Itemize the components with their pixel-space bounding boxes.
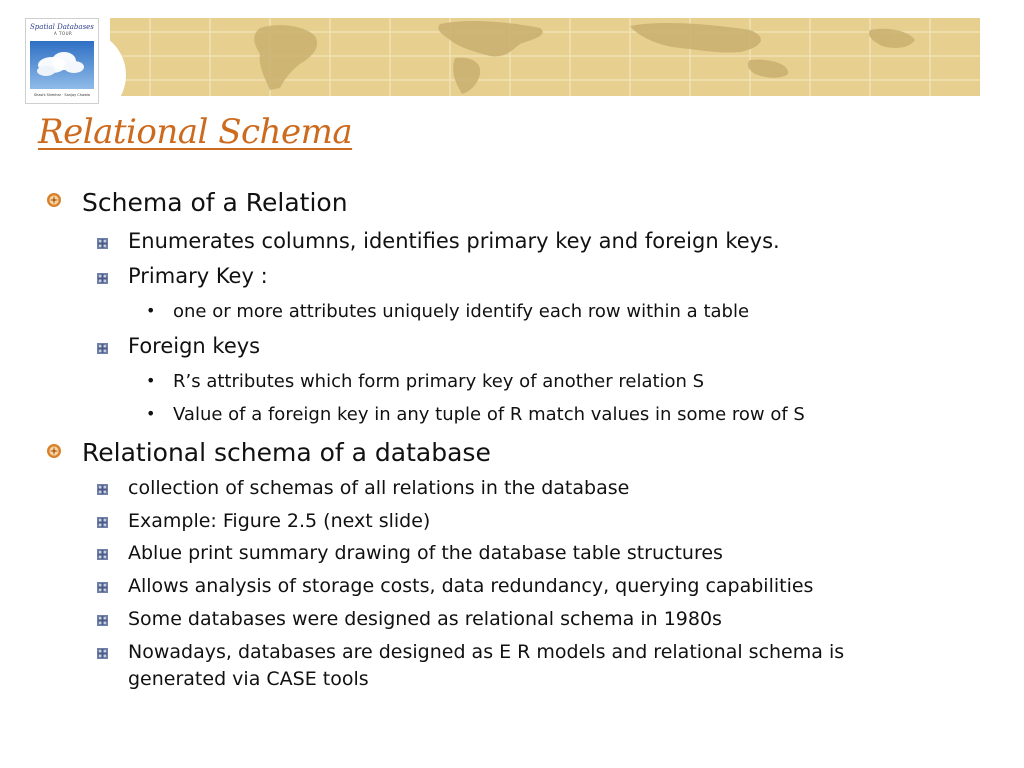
header-banner	[110, 18, 980, 96]
compass-bullet-icon	[46, 192, 62, 208]
bullet-level2-continuation: generated via CASE tools	[128, 668, 369, 690]
bullet-level3: Value of a foreign key in any tuple of R match values in some row of S	[173, 404, 805, 425]
compass-bullet-icon	[46, 443, 62, 459]
sky-clouds-image	[30, 41, 94, 89]
bullet-level2: Some databases were designed as relational schema in 1980s	[128, 608, 722, 630]
bullet-level3: R’s attributes which form primary key of another relation S	[173, 371, 705, 392]
world-map-graphic	[110, 18, 980, 96]
square-bullet-icon	[97, 582, 108, 593]
bullet-level2: Foreign keys	[128, 334, 261, 358]
square-bullet-icon	[97, 273, 108, 284]
bullet-level2: collection of schemas of all relations in the database	[128, 477, 630, 499]
book-cover	[25, 18, 99, 104]
square-bullet-icon	[97, 648, 108, 659]
bullet-level1: Relational schema of a database	[82, 438, 491, 467]
slide-title: Relational Schema	[38, 112, 353, 152]
bullet-level2: Primary Key :	[128, 264, 268, 288]
book-cover-subtitle: A TOUR	[54, 31, 73, 36]
dot-bullet-icon: •	[146, 301, 156, 320]
bullet-level2: Nowadays, databases are designed as E R models and relational schema is	[128, 641, 845, 663]
square-bullet-icon	[97, 238, 108, 249]
dot-bullet-icon: •	[146, 371, 156, 390]
bullet-level2: Allows analysis of storage costs, data redundancy, querying capabilities	[128, 575, 814, 597]
square-bullet-icon	[97, 549, 108, 560]
bullet-level3: one or more attributes uniquely identify each row within a table	[173, 301, 750, 322]
book-cover-authors: Shashi Shekhar · Sanjay Chawla	[33, 93, 91, 97]
bullet-level2: Example: Figure 2.5 (next slide)	[128, 510, 431, 532]
bullet-level1: Schema of a Relation	[82, 188, 348, 217]
square-bullet-icon	[97, 343, 108, 354]
square-bullet-icon	[97, 484, 108, 495]
book-cover-title: Spatial Databases	[30, 23, 94, 31]
bullet-level2: Enumerates columns, identifies primary key and foreign keys.	[128, 229, 780, 253]
square-bullet-icon	[97, 615, 108, 626]
bullet-level2: Ablue print summary drawing of the database table structures	[128, 542, 723, 564]
dot-bullet-icon: •	[146, 404, 156, 423]
square-bullet-icon	[97, 517, 108, 528]
